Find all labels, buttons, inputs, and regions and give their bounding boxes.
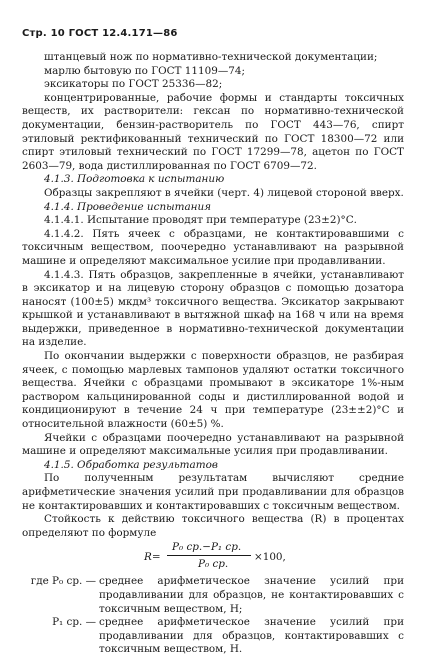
definition-text: среднее арифметическое значение усилий при продавливании для образцов, не контактировавших с токсичным веществом, Н; bbox=[99, 575, 404, 615]
page-header: Стр. 10 ГОСТ 12.4.171—86 bbox=[22, 28, 178, 39]
formula-numerator: P₀ ср.−P₁ ср. bbox=[172, 541, 242, 554]
paragraph: Ячейки с образцами поочередно устанавливают на разрывной машине и определяют максимальные усилия при продавливании. bbox=[22, 431, 404, 458]
list-item: эксикаторы по ГОСТ 25336—82; bbox=[44, 78, 223, 91]
paragraph: 4.1.4.1. Испытание проводят при температуре (23±2)°С. bbox=[44, 214, 357, 227]
list-item: концентрированные, рабочие формы и стандарты токсичных веществ, их растворители: гексан по нормативно-технической документации, бензин-растворитель по ГОСТ 443—76, спирт этиловый ректификованный технический по ГОСТ 18300—72 или спирт этиловый технический по ГОСТ 17299—78, ацетон по ГОСТ 2603—79, вода дистиллированная по ГОСТ 6709—72. bbox=[22, 91, 404, 172]
section-heading: 4.1.5. Обработка результатов bbox=[44, 458, 218, 471]
formula-lhs: R= bbox=[144, 551, 161, 564]
definition-text: среднее арифметическое значение усилий при продавливании для образцов, контактировавших с токсичным веществом, Н. bbox=[99, 616, 404, 656]
definitions bbox=[22, 575, 404, 657]
paragraph: 4.1.4.2. Пять ячеек с образцами, не контактировавшими с токсичным веществом, поочередно устанавливают на разрывной машине и определяют максимальное усилие при продавливании. bbox=[22, 227, 404, 267]
formula-rhs: ×100, bbox=[254, 551, 286, 564]
formula-denominator: P₀ ср. bbox=[198, 558, 229, 571]
definition-row bbox=[22, 575, 404, 616]
paragraph: 4.1.4.3. Пять образцов, закрепленные в ячейки, устанавливают в эксикатор и на лицевую сторону образцов с помощью дозатора наносят (100±5) мкдм³ токсичного вещества. Эксикатор закрывают крышкой и устанавливают в вытяжной шкаф на 168 ч или на время выдержки, приведенное в нормативно-технической документации на изделие. bbox=[22, 268, 404, 349]
section-heading: 4.1.3. Подготовка к испытанию bbox=[44, 173, 225, 186]
definition-symbol: где P₀ ср. — bbox=[30, 575, 96, 588]
fraction-bar bbox=[167, 555, 251, 556]
list-item: штанцевый нож по нормативно-технической документации; bbox=[44, 51, 378, 63]
definition-row bbox=[22, 616, 404, 657]
formula bbox=[22, 541, 404, 573]
document-page bbox=[22, 28, 404, 657]
paragraph: По полученным результатам вычисляют средние арифметические значения усилий при продавливании для образцов не контактировавших и контактировавших с токсичным веществом. bbox=[22, 472, 404, 512]
section-heading: 4.1.4. Проведение испытания bbox=[44, 200, 212, 213]
paragraph: По окончании выдержки с поверхности образцов, не разбирая ячеек, с помощью марлевых тампонов удаляют остатки токсичного вещества. Ячейки с образцами промывают в эксикаторе 1%-ным раствором кальцинированной соды и дистиллированной водой и кондиционируют в течение 24 ч при температуре (23±±2)°С и относительной влажности (60±5) %. bbox=[22, 350, 404, 431]
list-item: марлю бытовую по ГОСТ 11109—74; bbox=[44, 64, 245, 77]
paragraph: Образцы закрепляют в ячейки (черт. 4) лицевой стороной вверх. bbox=[44, 186, 404, 199]
paragraph: Стойкость к действию токсичного вещества (R) в процентах определяют по формуле bbox=[22, 513, 404, 539]
definition-symbol: P₁ ср. — bbox=[52, 616, 96, 629]
